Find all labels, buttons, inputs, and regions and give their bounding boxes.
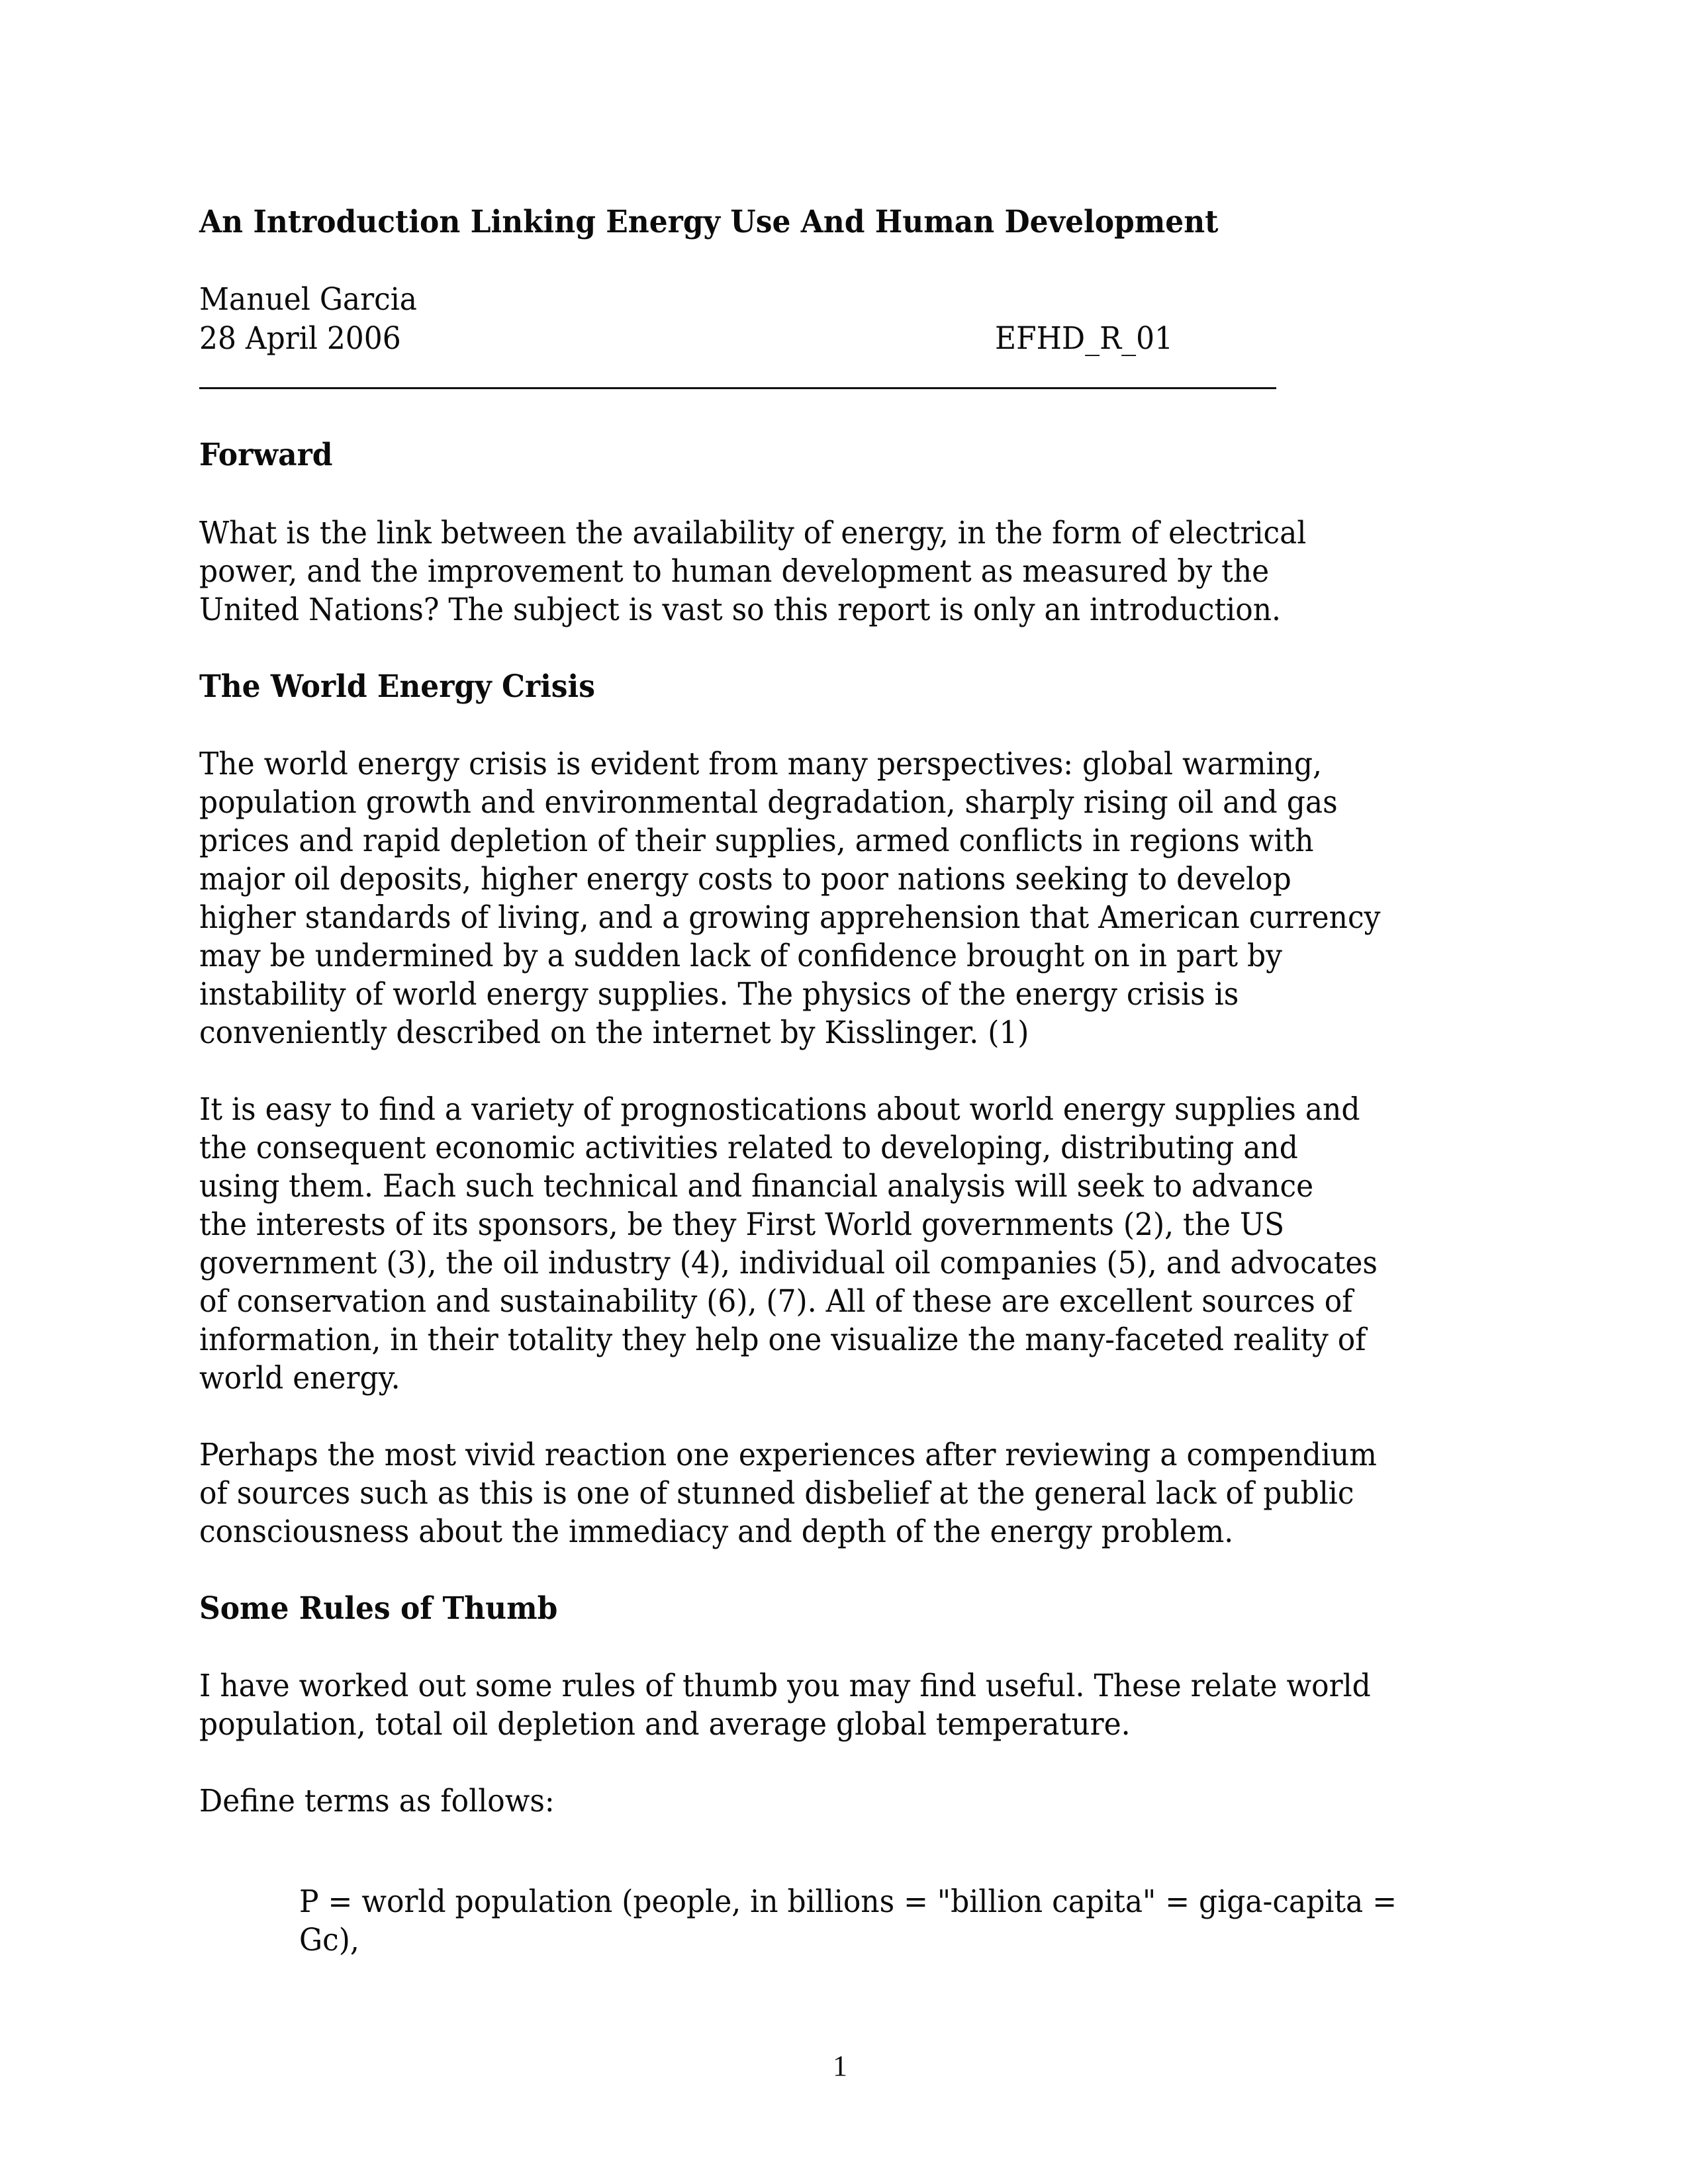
paragraph-line: It is easy to find a variety of prognostications about world energy supplies and — [199, 1091, 1360, 1128]
paragraph-line: the consequent economic activities related to developing, distributing and — [199, 1130, 1298, 1166]
document-title: An Introduction Linking Energy Use And Human Development — [199, 204, 1219, 240]
paragraph-line: using them. Each such technical and financial analysis will seek to advance — [199, 1168, 1314, 1205]
section-heading-forward: Forward — [199, 437, 333, 473]
header-divider — [199, 387, 1276, 389]
paragraph-line: of sources such as this is one of stunned disbelief at the general lack of public — [199, 1475, 1354, 1512]
page-number: 1 — [833, 2050, 847, 2082]
paragraph-line: prices and rapid depletion of their supplies, armed conflicts in regions with — [199, 823, 1314, 859]
paragraph-line: instability of world energy supplies. The physics of the energy crisis is — [199, 976, 1239, 1013]
section-heading-rules-of-thumb: Some Rules of Thumb — [199, 1590, 558, 1627]
definition-line: Gc), — [299, 1922, 359, 1958]
paragraph-line: population growth and environmental degradation, sharply rising oil and gas — [199, 784, 1338, 821]
paragraph-line: I have worked out some rules of thumb you may find useful. These relate world — [199, 1668, 1371, 1704]
paragraph-line: information, in their totality they help one visualize the many-faceted reality of — [199, 1322, 1366, 1358]
paragraph-line: Define terms as follows: — [199, 1783, 555, 1819]
report-id: EFHD_R_01 — [995, 320, 1174, 357]
author-name: Manuel Garcia — [199, 281, 418, 318]
paragraph-line: consciousness about the immediacy and depth of the energy problem. — [199, 1514, 1234, 1550]
definition-line: P = world population (people, in billions = "billion capita" = giga-capita = — [299, 1884, 1397, 1920]
paragraph-line: power, and the improvement to human development as measured by the — [199, 553, 1270, 590]
section-heading-world-energy-crisis: The World Energy Crisis — [199, 668, 595, 705]
document-date: 28 April 2006 — [199, 320, 401, 357]
paragraph-line: The world energy crisis is evident from many perspectives: global warming, — [199, 746, 1323, 782]
paragraph-line: conveniently described on the internet by Kisslinger. (1) — [199, 1015, 1029, 1051]
paragraph-line: government (3), the oil industry (4), individual oil companies (5), and advocates — [199, 1245, 1378, 1281]
paragraph-line: higher standards of living, and a growing apprehension that American currency — [199, 899, 1381, 936]
paragraph-line: major oil deposits, higher energy costs to poor nations seeking to develop — [199, 861, 1291, 897]
paragraph-line: United Nations? The subject is vast so this report is only an introduction. — [199, 592, 1281, 628]
paragraph-line: Perhaps the most vivid reaction one experiences after reviewing a compendium — [199, 1437, 1377, 1473]
paragraph-line: What is the link between the availability of energy, in the form of electrical — [199, 515, 1307, 551]
paragraph-line: of conservation and sustainability (6), (7). All of these are excellent sources of — [199, 1283, 1353, 1320]
paragraph-line: the interests of its sponsors, be they First World governments (2), the US — [199, 1206, 1285, 1243]
paragraph-line: world energy. — [199, 1360, 400, 1396]
paragraph-line: may be undermined by a sudden lack of confidence brought on in part by — [199, 938, 1282, 974]
paragraph-line: population, total oil depletion and average global temperature. — [199, 1706, 1131, 1743]
